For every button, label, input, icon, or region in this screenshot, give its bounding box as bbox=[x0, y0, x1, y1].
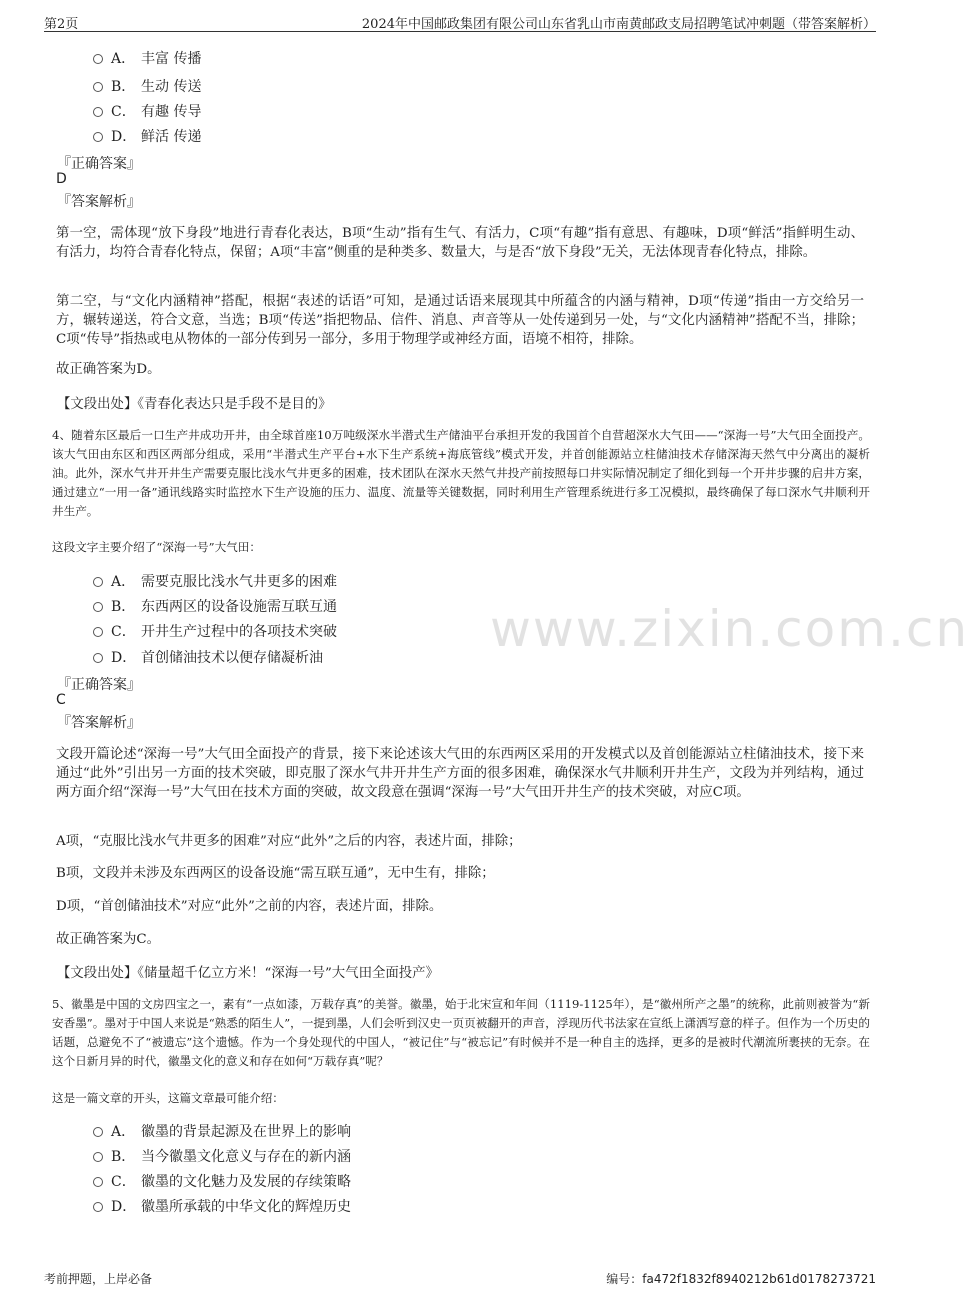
q3-option-b[interactable]: B． 生动 传送 bbox=[93, 76, 201, 96]
radio-icon[interactable] bbox=[93, 1152, 103, 1162]
q5-option-c[interactable]: C． 徽墨的文化魅力及发展的存续策略 bbox=[93, 1171, 351, 1191]
q5-option-a[interactable]: A． 徽墨的背景起源及在世界上的影响 bbox=[93, 1121, 351, 1141]
q3-answer: D bbox=[56, 171, 67, 187]
watermark: www.zixin.com.cn bbox=[490, 600, 969, 658]
q4-analysis-3: B项，文段并未涉及东西两区的设备设施“需互联互通”，无中生有，排除； bbox=[56, 866, 495, 881]
q4-prompt: 这段文字主要介绍了“深海一号”大气田： bbox=[52, 540, 261, 554]
q4-question: 4、随着东区最后一口生产井成功开井，由全球首座10万吨级深水半潜式生产储油平台承担开发的我国首个自营超深水大气田——“深海一号”大气田全面投产。该大气田由东区和西区两部分组成，采用“半潜式生产平台+水下生产系统+海底管线”模式开发，并首创能源站立柱储油技术存储深海天然气中分离出的凝析油。此外，深水气井开井生产需要克服比浅水气井更多的困难，技术团队在深水天然气井投产前按照每口井实际情况制定了细化到每一个开井步骤的启井方案，通过建立“一用一备”通讯线路实时监控水下生产设施的压力、温度、流量等关键数据，同时利用生产管理系统进行多工况模拟，最终确保了每口深水气井顺利开井生产。 bbox=[52, 428, 871, 518]
q5-prompt: 这是一篇文章的开头，这篇文章最可能介绍： bbox=[52, 1091, 284, 1105]
q4-analysis-2: A项，“克服比浅水气井更多的困难”对应“此外”之后的内容，表述片面，排除； bbox=[56, 834, 522, 849]
q5-question: 5、徽墨是中国的文房四宝之一，素有“一点如漆，万载存真”的美誉。徽墨，始于北宋宣和年间（1119-1125年），是“徽州所产之墨”的统称，此前则被誉为“新安香墨”。墨对于中国人来说是“熟悉的陌生人”，一提到墨，人们会听到汉史一页页被翻开的声音，浮现历代书法家在宣纸上潇洒写意的样子。但作为一个历史的话题，总避免不了“被遗忘”这个遗憾。作为一个身处现代的中国人，“被记住”与“被忘记”有时候并不是一种自主的选择，更多的是被时代潮流所裹挟的无奈。在这个日新月异的时代，徽墨文化的意义和存在如何“万载存真”呢？ bbox=[52, 997, 870, 1068]
q4-answer: C bbox=[56, 692, 66, 708]
radio-icon[interactable] bbox=[93, 132, 103, 142]
q4-option-d[interactable]: D． 首创储油技术以便存储凝析油 bbox=[93, 647, 323, 667]
radio-icon[interactable] bbox=[93, 1177, 103, 1187]
page-number: 第2页 bbox=[44, 17, 79, 32]
radio-icon[interactable] bbox=[93, 627, 103, 637]
correct-answer-label: 『正确答案』 bbox=[57, 156, 141, 172]
q3-analysis-1: 第一空，需体现“放下身段”地进行青春化表达，B项“生动”指有生气、有活力，C项“有趣”指有意思、有趣味，D项“鲜活”指鲜明生动、有活力，均符合青春化特点，保留；A项“丰富”侧重的是种类多、数量大，与是否“放下身段”无关，无法体现青春化特点，排除。 bbox=[56, 226, 864, 260]
q3-option-a[interactable]: A． 丰富 传播 bbox=[93, 48, 201, 68]
q4-analysis-1: 文段开篇论述“深海一号”大气田全面投产的背景，接下来论述该大气田的东西两区采用的开发模式以及首创能源站立柱储油技术，接下来通过“此外”引出另一方面的技术突破，即克服了深水气井开井生产方面的很多困难，确保深水气井顺利开井生产，文段为并列结构，通过两方面介绍“深海一号”大气田在技术方面的突破，故文段意在强调“深海一号”大气田开井生产的技术突破，对应C项。 bbox=[56, 747, 864, 800]
q4-option-b[interactable]: B． 东西两区的设备设施需互联互通 bbox=[93, 596, 337, 616]
radio-icon[interactable] bbox=[93, 107, 103, 117]
q3-analysis-3: 故正确答案为D。 bbox=[56, 362, 161, 377]
q3-analysis-2: 第二空，与“文化内涵精神”搭配，根据“表述的话语”可知，是通过话语来展现其中所蕴含的内涵与精神，D项“传递”指由一方交给另一方，辗转递送，符合文意，当选；B项“传送”指把物品、信件、消息、声音等从一处传递到另一处，与“文化内涵精神”搭配不当，排除；C项“传导”指热或电从物体的一部分传到另一部分，多用于物理学或神经方面，语境不相符，排除。 bbox=[56, 294, 864, 347]
radio-icon[interactable] bbox=[93, 54, 103, 64]
radio-icon[interactable] bbox=[93, 1202, 103, 1212]
q4-analysis-5: 故正确答案为C。 bbox=[56, 932, 160, 947]
q5-option-b[interactable]: B． 当今徽墨文化意义与存在的新内涵 bbox=[93, 1146, 351, 1166]
q3-source: 【文段出处】《青春化表达只是手段不是目的》 bbox=[57, 397, 332, 412]
q4-source: 【文段出处】《储量超千亿立方米！“深海一号”大气田全面投产》 bbox=[57, 966, 439, 981]
footer-code: 编号：fa472f1832f8940212b61d0178273721 bbox=[606, 1272, 876, 1286]
q4-option-a[interactable]: A． 需要克服比浅水气井更多的困难 bbox=[93, 571, 337, 591]
analysis-label: 『答案解析』 bbox=[57, 715, 141, 731]
radio-icon[interactable] bbox=[93, 653, 103, 663]
footer-slogan: 考前押题，上岸必备 bbox=[44, 1272, 153, 1286]
q5-option-d[interactable]: D． 徽墨所承载的中华文化的辉煌历史 bbox=[93, 1196, 351, 1216]
analysis-label: 『答案解析』 bbox=[57, 194, 141, 210]
radio-icon[interactable] bbox=[93, 1127, 103, 1137]
q4-option-c[interactable]: C． 开井生产过程中的各项技术突破 bbox=[93, 621, 337, 641]
q4-analysis-4: D项，“首创储油技术”对应“此外”之前的内容，表述片面，排除。 bbox=[56, 899, 443, 914]
page-header bbox=[44, 10, 876, 32]
correct-answer-label: 『正确答案』 bbox=[57, 677, 141, 693]
q3-option-c[interactable]: C． 有趣 传导 bbox=[93, 101, 201, 121]
q3-option-d[interactable]: D． 鲜活 传递 bbox=[93, 126, 201, 146]
radio-icon[interactable] bbox=[93, 82, 103, 92]
document-title: 2024年中国邮政集团有限公司山东省乳山市南黄邮政支局招聘笔试冲刺题（带答案解析） bbox=[361, 17, 876, 32]
radio-icon[interactable] bbox=[93, 602, 103, 612]
page-footer bbox=[44, 1270, 876, 1290]
radio-icon[interactable] bbox=[93, 577, 103, 587]
